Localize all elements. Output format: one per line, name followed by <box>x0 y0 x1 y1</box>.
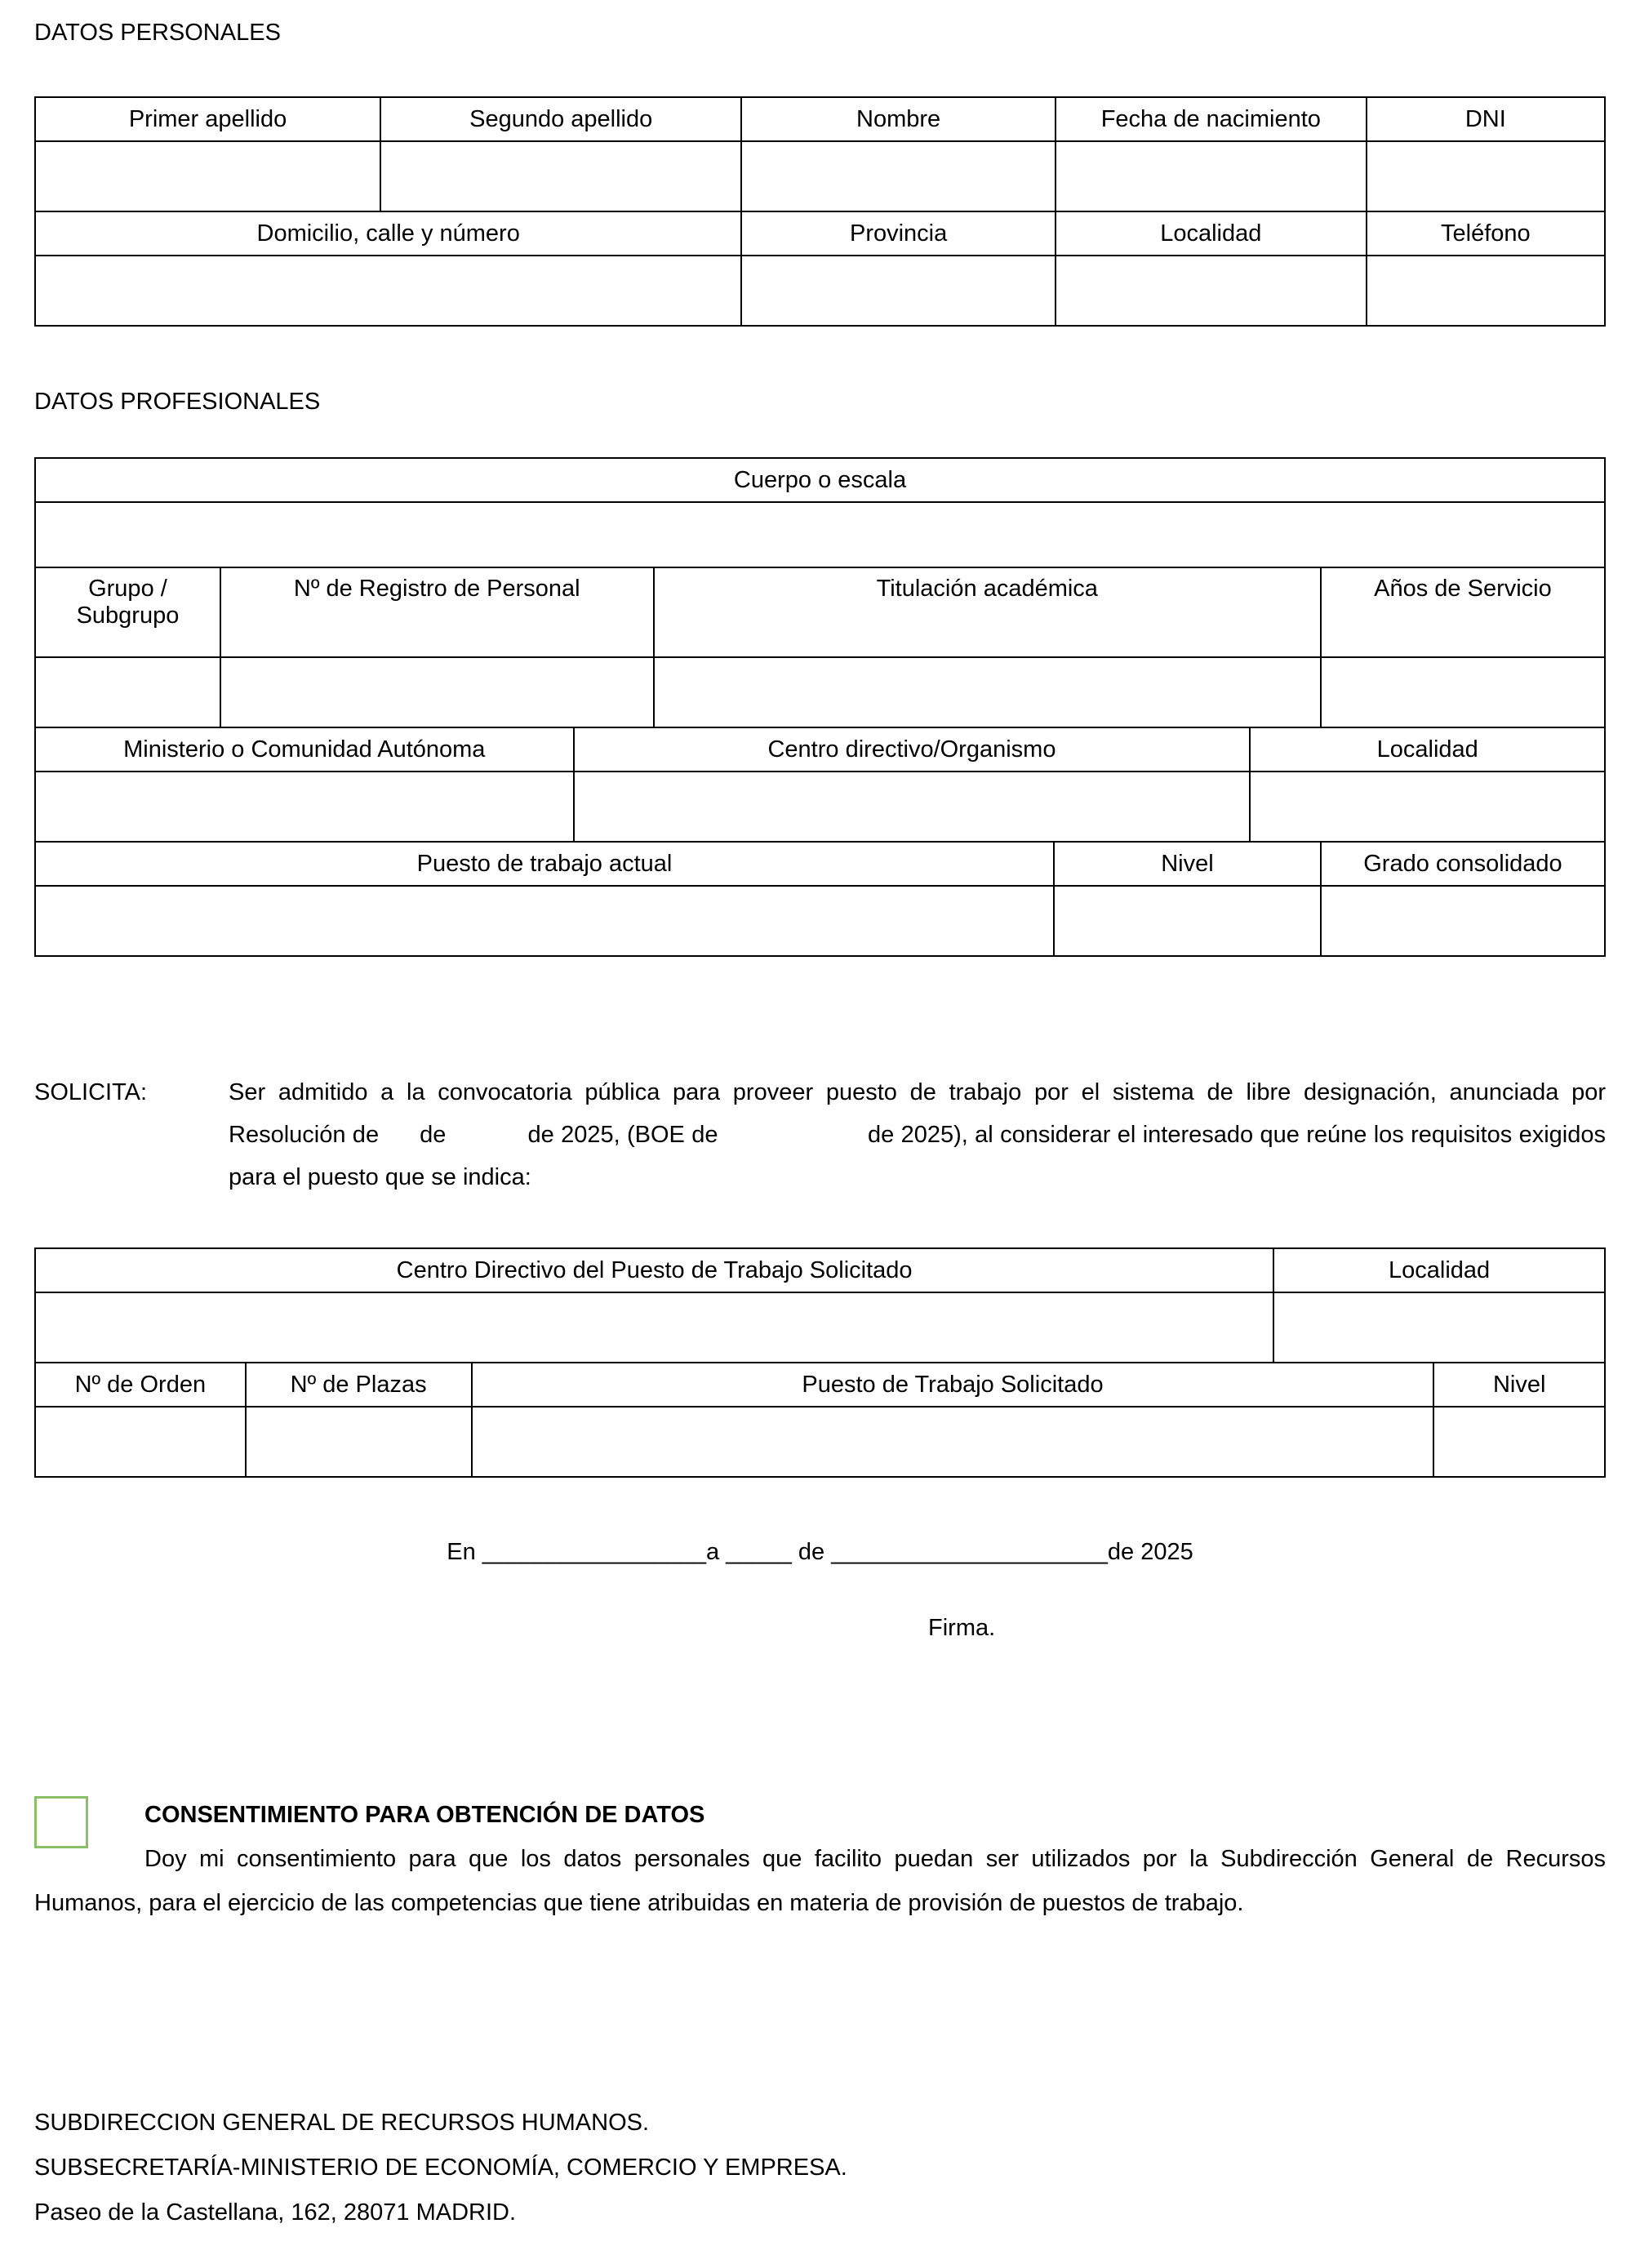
header-grado-consolidado: Grado consolidado <box>1321 842 1605 886</box>
date-fill-line: En _________________a _____ de _____________________de 2025 <box>447 1539 1193 1565</box>
input-cell-localidad[interactable] <box>1056 256 1367 326</box>
header-titulacion-academica: Titulación académica <box>654 567 1321 657</box>
input-cell-numero-plazas[interactable] <box>246 1407 472 1477</box>
input-cell-anos-servicio[interactable] <box>1321 657 1605 727</box>
input-cell-domicilio[interactable] <box>35 256 741 326</box>
solicita-label: SOLICITA: <box>34 1079 148 1105</box>
header-ministerio-comunidad: Ministerio o Comunidad Autónoma <box>35 727 574 772</box>
header-localidad-solicitada: Localidad <box>1273 1248 1605 1292</box>
header-centro-directivo-solicitado: Centro Directivo del Puesto de Trabajo Solicitado <box>35 1248 1273 1292</box>
puesto-solicitado-grid <box>34 1362 1606 1478</box>
table-row <box>35 727 1605 772</box>
input-cell-centro-directivo[interactable] <box>574 772 1251 842</box>
input-cell-ministerio-comunidad[interactable] <box>35 772 574 842</box>
input-cell-nombre[interactable] <box>741 141 1056 211</box>
input-cell-puesto-solicitado[interactable] <box>472 1407 1434 1477</box>
puesto-actual-grid <box>34 841 1606 957</box>
table-row <box>35 458 1605 502</box>
footer-line-organization: SUBDIRECCION GENERAL DE RECURSOS HUMANOS. <box>34 2110 650 2136</box>
input-cell-nivel[interactable] <box>1054 886 1321 956</box>
header-cuerpo-escala: Cuerpo o escala <box>35 458 1605 502</box>
header-anos-servicio: Años de Servicio <box>1321 567 1605 657</box>
header-provincia: Provincia <box>741 211 1056 256</box>
table-row <box>35 1248 1605 1292</box>
header-numero-plazas: Nº de Plazas <box>246 1363 472 1407</box>
header-localidad: Localidad <box>1056 211 1367 256</box>
header-registro-personal: Nº de Registro de Personal <box>220 567 654 657</box>
input-cell-primer-apellido[interactable] <box>35 141 380 211</box>
table-row <box>35 141 1605 211</box>
ministerio-grid <box>34 727 1606 843</box>
requested-post-table <box>34 1247 1606 1478</box>
input-cell-grupo-subgrupo[interactable] <box>35 657 220 727</box>
table-row <box>35 1407 1605 1477</box>
cuerpo-escala-grid <box>34 457 1606 568</box>
header-dni: DNI <box>1367 97 1605 141</box>
input-cell-dni[interactable] <box>1367 141 1605 211</box>
solicita-section <box>34 1071 1606 1198</box>
consent-title: CONSENTIMIENTO PARA OBTENCIÓN DE DATOS <box>144 1802 705 1828</box>
input-cell-segundo-apellido[interactable] <box>380 141 741 211</box>
table-row <box>35 657 1605 727</box>
professional-section-title: DATOS PROFESIONALES <box>34 389 321 415</box>
input-cell-grado-consolidado[interactable] <box>1321 886 1605 956</box>
consent-text: Doy mi consentimiento para que los datos personales que facilito puedan ser utilizados por la Subdirección General de Recursos Humanos, para el ejercicio de las competencias que tiene atribuidas en materia de provisión de puestos de trabajo. <box>34 1846 1606 1916</box>
input-cell-telefono[interactable] <box>1367 256 1605 326</box>
header-numero-orden: Nº de Orden <box>35 1363 246 1407</box>
professional-data-table <box>34 457 1606 957</box>
personal-data-table <box>34 96 1606 327</box>
table-row <box>35 211 1605 256</box>
header-nivel-solicitado: Nivel <box>1433 1363 1605 1407</box>
table-row <box>35 97 1605 141</box>
header-puesto-actual: Puesto de trabajo actual <box>35 842 1054 886</box>
input-cell-numero-orden[interactable] <box>35 1407 246 1477</box>
table-row <box>35 1363 1605 1407</box>
consent-checkbox[interactable] <box>34 1796 88 1848</box>
table-row <box>35 1292 1605 1363</box>
input-cell-nivel-solicitado[interactable] <box>1433 1407 1605 1477</box>
personal-table-grid <box>34 96 1606 327</box>
input-cell-puesto-actual[interactable] <box>35 886 1054 956</box>
input-cell-centro-directivo-solicitado[interactable] <box>35 1292 1273 1363</box>
table-row <box>35 502 1605 567</box>
registro-grid <box>34 567 1606 728</box>
table-row <box>35 772 1605 842</box>
header-centro-directivo: Centro directivo/Organismo <box>574 727 1251 772</box>
input-cell-registro-personal[interactable] <box>220 657 654 727</box>
input-cell-localidad-profesional[interactable] <box>1250 772 1605 842</box>
footer-line-ministry: SUBSECRETARÍA-MINISTERIO DE ECONOMÍA, COMERCIO Y EMPRESA. <box>34 2155 847 2181</box>
header-domicilio: Domicilio, calle y número <box>35 211 741 256</box>
table-row <box>35 842 1605 886</box>
header-grupo-subgrupo: Grupo / Subgrupo <box>35 567 220 657</box>
input-cell-titulacion-academica[interactable] <box>654 657 1321 727</box>
header-nivel: Nivel <box>1054 842 1321 886</box>
input-cell-localidad-solicitada[interactable] <box>1273 1292 1605 1363</box>
consent-section <box>34 1793 1606 1925</box>
centro-solicitado-grid <box>34 1247 1606 1363</box>
header-puesto-solicitado: Puesto de Trabajo Solicitado <box>472 1363 1434 1407</box>
header-primer-apellido: Primer apellido <box>35 97 380 141</box>
input-cell-cuerpo-escala[interactable] <box>35 502 1605 567</box>
header-nombre: Nombre <box>741 97 1056 141</box>
header-telefono: Teléfono <box>1367 211 1605 256</box>
header-localidad-profesional: Localidad <box>1250 727 1605 772</box>
header-segundo-apellido: Segundo apellido <box>380 97 741 141</box>
signature-label: Firma. <box>928 1615 996 1641</box>
table-row <box>35 886 1605 956</box>
input-cell-fecha-nacimiento[interactable] <box>1056 141 1367 211</box>
table-row <box>35 256 1605 326</box>
solicita-text: Ser admitido a la convocatoria pública para proveer puesto de trabajo por el sistema de libre designación, anunciada por Resolución de de de 2025, (BOE de de 2025), al considerar el interesado que reúne los requisitos exigidos para el puesto que se indica: <box>229 1079 1606 1190</box>
footer-address-block <box>34 2101 1606 2235</box>
table-row <box>35 567 1605 657</box>
personal-section-title: DATOS PERSONALES <box>34 20 281 46</box>
input-cell-provincia[interactable] <box>741 256 1056 326</box>
header-fecha-nacimiento: Fecha de nacimiento <box>1056 97 1367 141</box>
footer-line-address: Paseo de la Castellana, 162, 28071 MADRID. <box>34 2199 517 2226</box>
